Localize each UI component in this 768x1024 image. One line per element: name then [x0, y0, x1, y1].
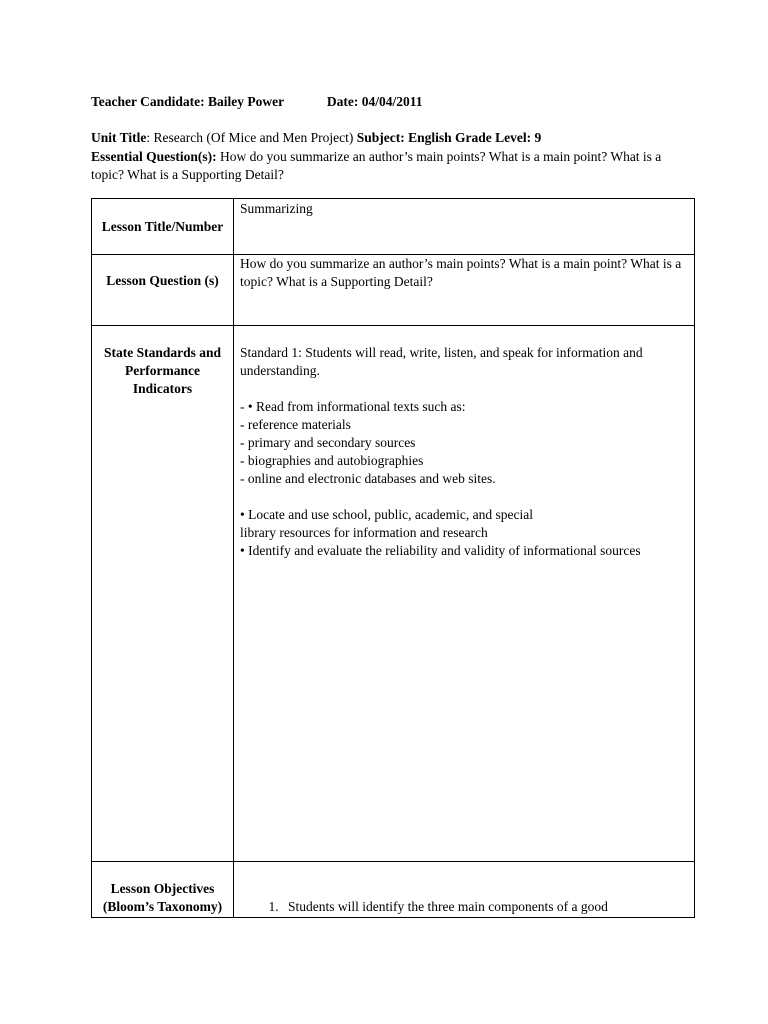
lesson-title-value-cell — [234, 199, 695, 255]
subject-value: English — [408, 130, 452, 145]
locate-line-2: library resources for information and research — [240, 525, 488, 540]
standard-intro: Standard 1: Students will read, write, listen, and speak for information and understanding. — [240, 345, 643, 378]
teacher-name: Bailey Power — [208, 94, 285, 109]
objectives-content — [234, 862, 694, 916]
standards-content — [234, 326, 694, 560]
objectives-label-cell — [92, 862, 234, 918]
lesson-question-label: Lesson Question (s) — [106, 273, 219, 288]
lesson-question-value-cell — [234, 255, 695, 326]
lesson-title-label: Lesson Title/Number — [101, 219, 224, 234]
objectives-list — [234, 898, 688, 916]
date-label: Date: — [326, 94, 359, 109]
objectives-value-cell — [234, 862, 695, 918]
teacher-date-line — [91, 93, 691, 111]
standard-item: - biographies and autobiographies — [240, 453, 424, 468]
standard-item: - online and electronic databases and web sites. — [240, 471, 496, 486]
locate-line-1: • Locate and use school, public, academic, and special — [240, 507, 533, 522]
unit-line — [91, 129, 691, 147]
date-value: 04/04/2011 — [361, 94, 423, 109]
teacher-label: Teacher Candidate: — [91, 94, 205, 109]
row-lesson-title — [92, 199, 695, 255]
lesson-plan-table — [91, 198, 695, 918]
row-state-standards — [92, 326, 695, 862]
standards-label: State Standards and Performance Indicators — [103, 345, 222, 396]
objective-item: 1. Students will identify the three main components of a good — [282, 898, 688, 916]
row-lesson-objectives — [92, 862, 695, 918]
lesson-question-label-cell — [92, 255, 234, 326]
essential-value: How do you summarize an author’s main points? What is a main point? What is a topic? What is a Supporting Detail? — [91, 149, 662, 182]
essential-label: Essential Question(s): — [91, 149, 217, 164]
standards-value-cell — [234, 326, 695, 862]
unit-title-value: : Research (Of Mice and Men Project) — [146, 130, 354, 145]
lesson-title-value: Summarizing — [240, 201, 313, 216]
grade-label: Grade Level: — [454, 130, 532, 145]
lesson-title-label-cell — [92, 199, 234, 255]
standard-item: - primary and secondary sources — [240, 435, 416, 450]
subject-label: Subject: — [356, 130, 405, 145]
read-heading: - • Read from informational texts such as: — [240, 399, 466, 414]
essential-question — [91, 148, 691, 184]
unit-title-label: Unit Title — [91, 130, 147, 145]
standard-item: - reference materials — [240, 417, 351, 432]
row-lesson-question — [92, 255, 695, 326]
grade-value: 9 — [534, 130, 542, 145]
lesson-question-value: How do you summarize an author’s main points? What is a main point? What is a topic? What is a Supporting Detail? — [240, 256, 682, 289]
standards-label-cell — [92, 326, 234, 862]
objectives-label: Lesson Objectives (Bloom’s Taxonomy) — [102, 881, 223, 914]
identify-line: • Identify and evaluate the reliability and validity of informational sources — [240, 543, 641, 558]
